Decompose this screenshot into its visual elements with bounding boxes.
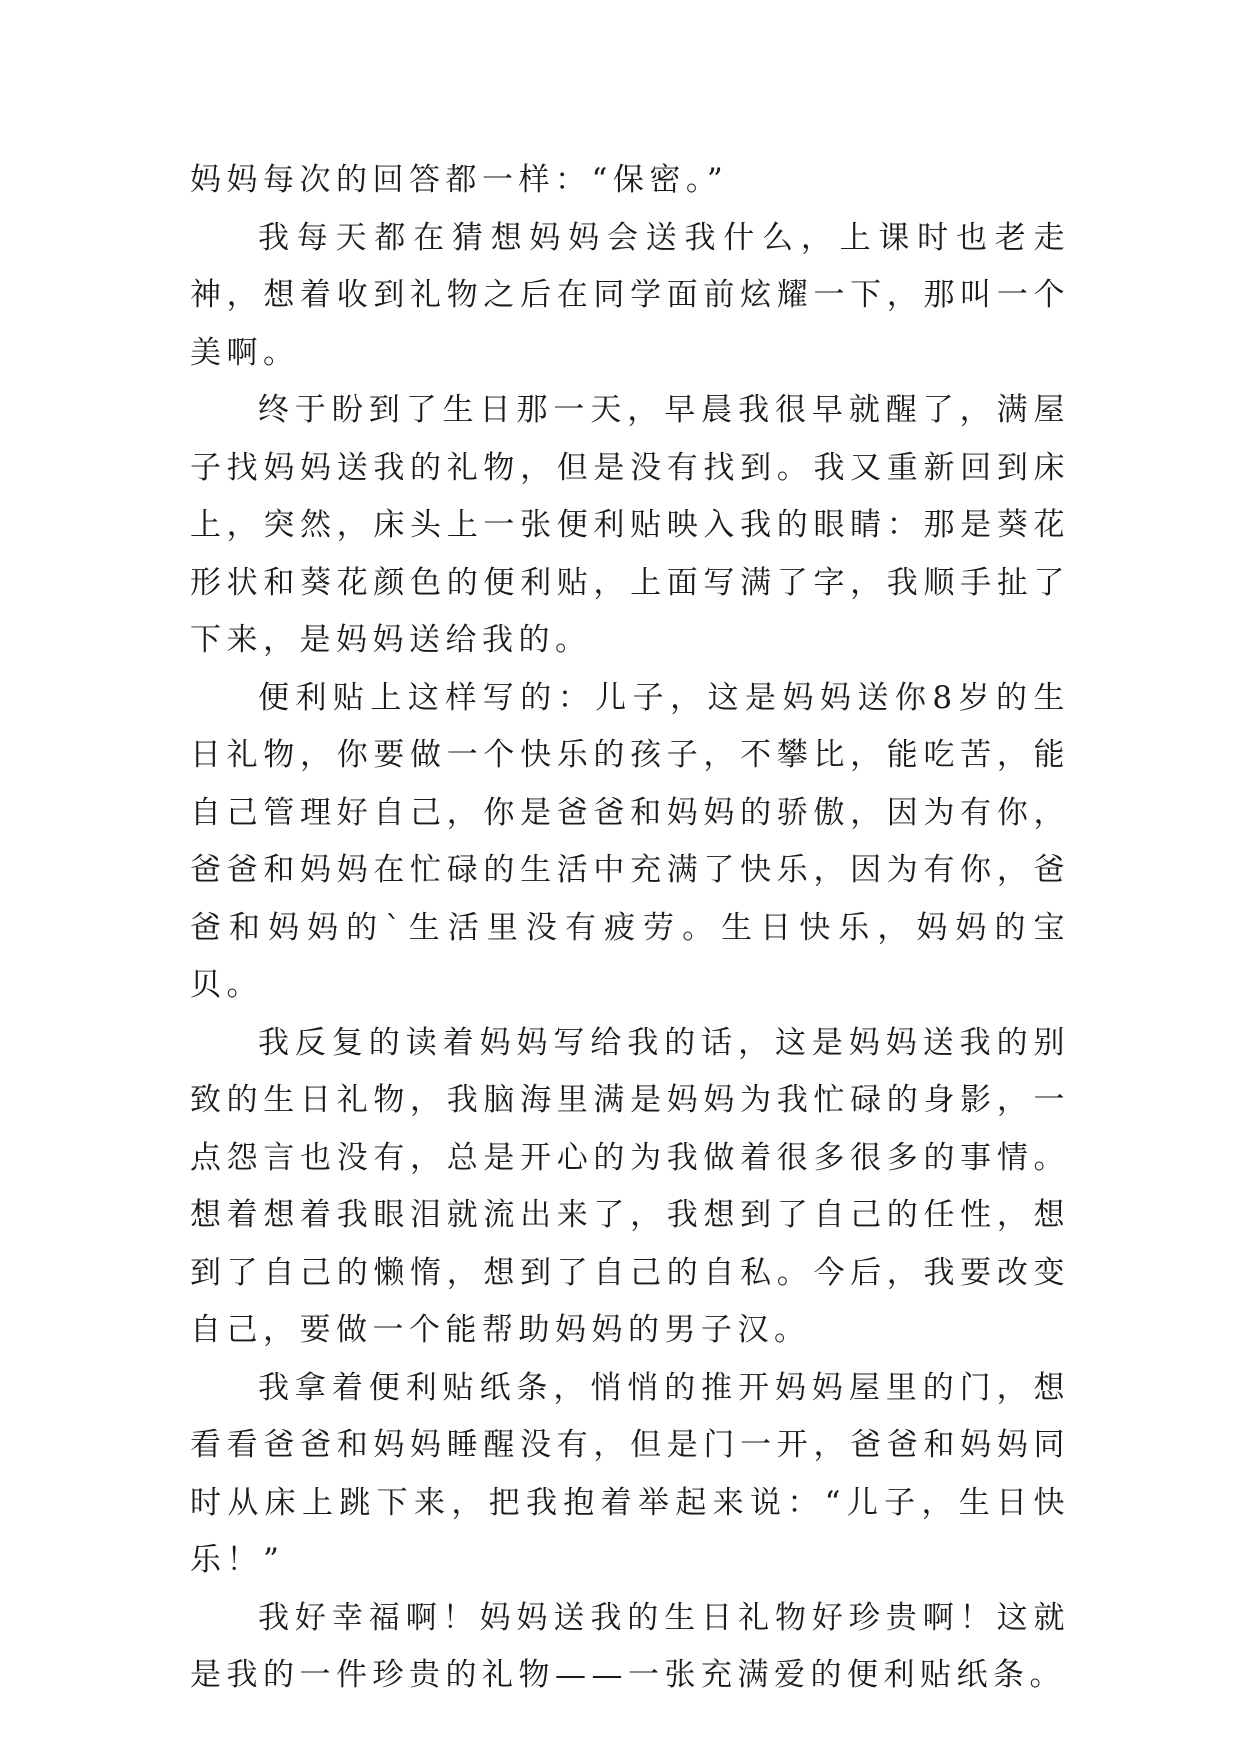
paragraph-4: 便利贴上这样写的：儿子，这是妈妈送你8岁的生日礼物，你要做一个快乐的孩子，不攀比，能吃苦，能自己管理好自己，你是爸爸和妈妈的骄傲，因为有你，爸爸和妈妈在忙碌的生活中充满了快乐，因为有你，爸爸和妈妈的`生活里没有疲劳。生日快乐，妈妈的宝贝。	[190, 679, 1070, 1003]
paragraph-7: 我好幸福啊！妈妈送我的生日礼物好珍贵啊！这就是我的一件珍贵的礼物——一张充满爱的便利贴纸条。	[190, 1599, 1070, 1693]
paragraph-6: 我拿着便利贴纸条，悄悄的推开妈妈屋里的门，想看看爸爸和妈妈睡醒没有，但是门一开，爸爸和妈妈同时从床上跳下来，把我抱着举起来说：“儿子，生日快乐！”	[190, 1369, 1070, 1578]
paragraph-2: 我每天都在猜想妈妈会送我什么，上课时也老走神，想着收到礼物之后在同学面前炫耀一下，那叫一个美啊。	[190, 219, 1070, 371]
document-body	[190, 152, 1070, 1705]
paragraph-3: 终于盼到了生日那一天，早晨我很早就醒了，满屋子找妈妈送我的礼物，但是没有找到。我又重新回到床上，突然，床头上一张便利贴映入我的眼睛：那是葵花形状和葵花颜色的便利贴，上面写满了字，我顺手扯了下来，是妈妈送给我的。	[190, 392, 1070, 658]
paragraph-1: 妈妈每次的回答都一样：“保密。”	[190, 162, 729, 198]
paragraph-5: 我反复的读着妈妈写给我的话，这是妈妈送我的别致的生日礼物，我脑海里满是妈妈为我忙碌的身影，一点怨言也没有，总是开心的为我做着很多很多的事情。想着想着我眼泪就流出来了，我想到了自己的任性，想到了自己的懒惰，想到了自己的自私。今后，我要改变自己，要做一个能帮助妈妈的男子汉。	[190, 1024, 1070, 1348]
